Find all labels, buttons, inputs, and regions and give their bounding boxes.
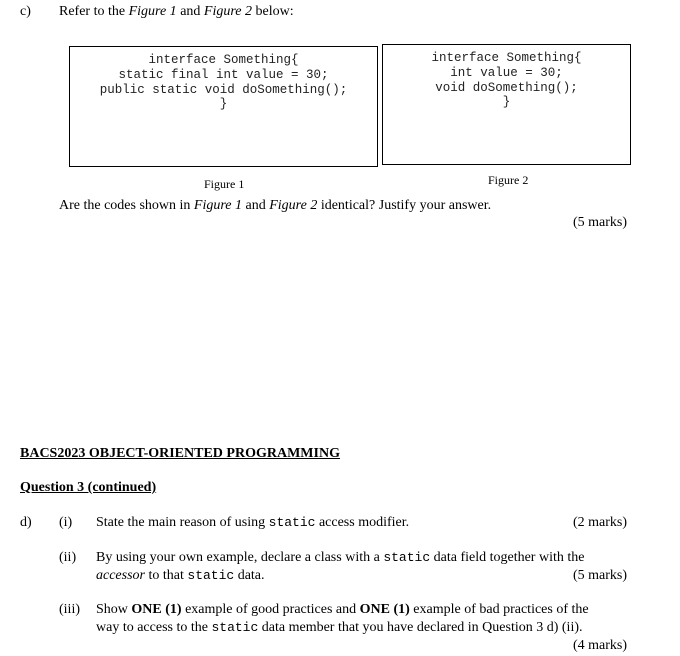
- item-text-line: [96, 515, 409, 531]
- text-segment: static: [383, 550, 431, 565]
- part-c-marks: (5 marks): [572, 215, 627, 230]
- text-segment: Are the codes shown in: [59, 198, 194, 213]
- part-c-question: [59, 198, 491, 214]
- text-segment: Show: [96, 602, 132, 617]
- text-segment: identical? Justify your answer.: [317, 198, 492, 213]
- part-c-label: c): [20, 4, 31, 19]
- item-text-line: [96, 620, 583, 636]
- text-segment: and: [176, 4, 204, 19]
- item-number: (iii): [59, 602, 80, 617]
- text-segment: data field together with the: [430, 550, 585, 565]
- text-segment: Figure 1: [193, 198, 243, 213]
- text-segment: below:: [252, 4, 294, 19]
- text-segment: ONE (1): [131, 602, 182, 617]
- text-segment: example of bad practices of the: [409, 602, 589, 617]
- item-marks: (2 marks): [572, 515, 627, 530]
- figure-2-caption: Figure 2: [488, 173, 529, 187]
- text-segment: data.: [234, 568, 265, 583]
- item-marks: (5 marks): [572, 568, 627, 583]
- part-c-intro: [59, 4, 294, 20]
- text-segment: example of good practices and: [181, 602, 360, 617]
- text-segment: way to access to the: [96, 620, 212, 635]
- figure-2-code-line: int value = 30;: [450, 66, 563, 80]
- figure-2-code-line: void doSomething();: [435, 81, 578, 95]
- text-segment: Figure 2: [203, 4, 252, 19]
- item-marks: (4 marks): [572, 638, 627, 653]
- text-segment: ONE (1): [359, 602, 410, 617]
- text-segment: static: [187, 568, 235, 583]
- figure-1-code-box: [69, 46, 378, 167]
- item-text-line: [96, 568, 265, 584]
- figure-1-code-line: interface Something{: [148, 53, 299, 67]
- text-segment: Figure 1: [128, 4, 177, 19]
- item-number: (i): [59, 515, 73, 530]
- text-segment: Figure 2: [269, 198, 318, 213]
- text-segment: Refer to the: [59, 4, 129, 19]
- item-text-line: [96, 550, 584, 566]
- item-text-line: [96, 602, 589, 618]
- figure-1-code-line: static final int value = 30;: [118, 68, 329, 82]
- figure-1-caption: Figure 1: [204, 177, 245, 191]
- figure-1-code-line: }: [219, 97, 228, 111]
- question-header: Question 3 (continued): [20, 480, 157, 495]
- course-header: BACS2023 OBJECT-ORIENTED PROGRAMMING: [20, 446, 340, 461]
- text-segment: access modifier.: [315, 515, 410, 530]
- figure-2-code-line: interface Something{: [431, 51, 582, 65]
- part-d-label: d): [20, 515, 32, 530]
- figure-2-code-box: [382, 44, 631, 165]
- figure-2-code-line: }: [502, 95, 511, 109]
- item-number: (ii): [59, 550, 77, 565]
- text-segment: static: [268, 515, 316, 530]
- text-segment: State the main reason of using: [96, 515, 269, 530]
- text-segment: and: [242, 198, 270, 213]
- text-segment: data member that you have declared in Question 3 d) (ii).: [258, 620, 583, 635]
- figure-1-code-line: public static void doSomething();: [99, 83, 348, 97]
- text-segment: By using your own example, declare a class with a: [96, 550, 384, 565]
- text-segment: to that: [145, 568, 188, 583]
- text-segment: accessor: [96, 568, 145, 583]
- text-segment: static: [211, 620, 259, 635]
